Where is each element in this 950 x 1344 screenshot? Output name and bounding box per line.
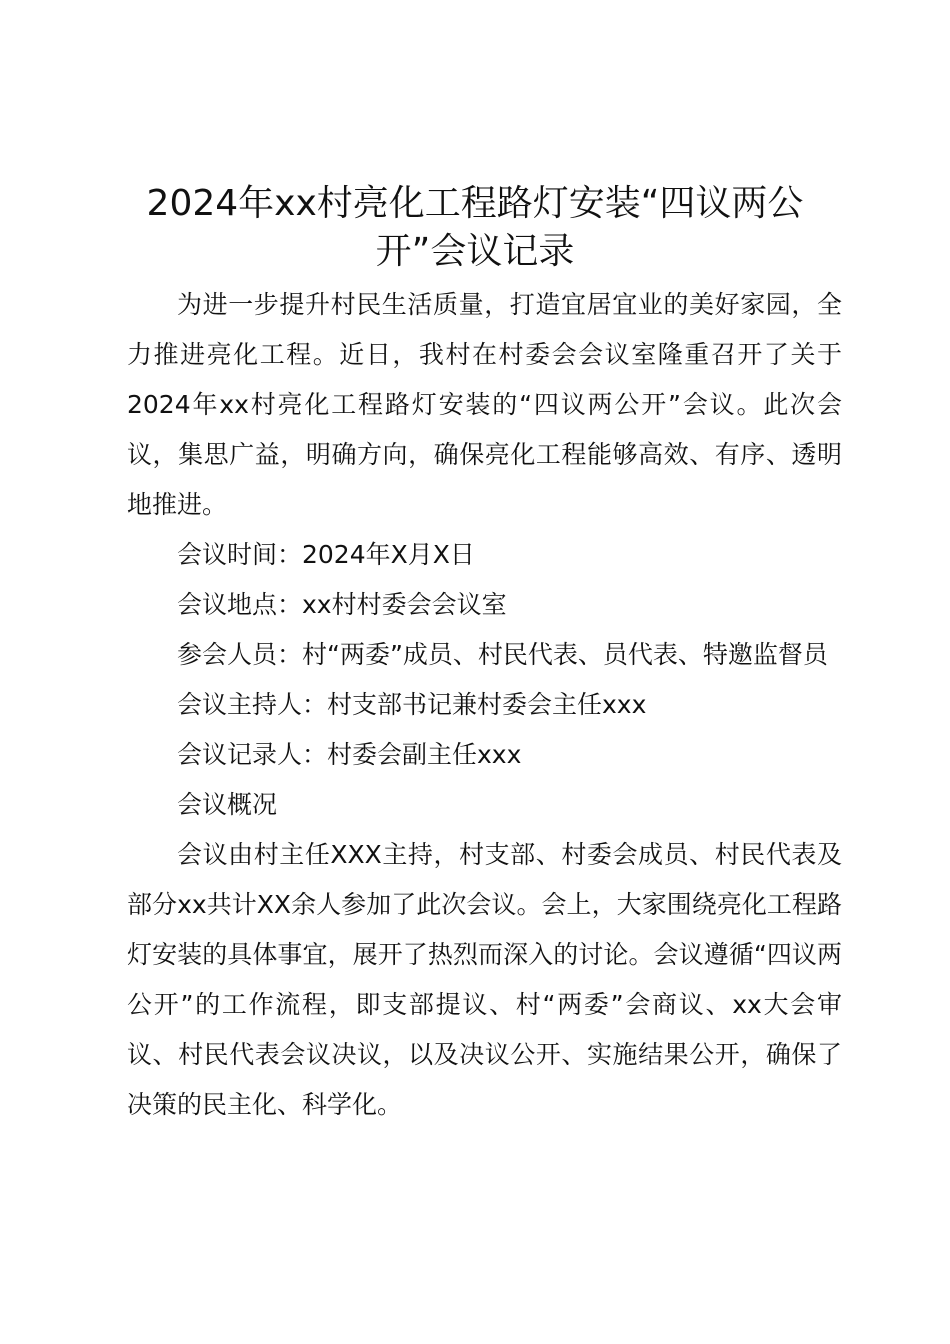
meeting-time: 会议时间：2024年X月X日 — [177, 540, 475, 569]
document-title: 2024年xx村亮化工程路灯安装“四议两公开”会议记录 — [146, 183, 804, 272]
meeting-attendees: 参会人员：村“两委”成员、村民代表、员代表、特邀监督员 — [177, 640, 828, 669]
overview-paragraph: 会议由村主任XXX主持，村支部、村委会成员、村民代表及部分xx共计XX余人参加了此次会议。会上，大家围绕亮化工程路灯安装的具体事宜，展开了热烈而深入的讨论。会议遵循“四议两公开”的工作流程，即支部提议、村“两委”会商议、xx大会审议、村民代表会议决议，以及决议公开、实施结果公开，确保了决策的民主化、科学化。 — [127, 840, 842, 1119]
meeting-location: 会议地点：xx村村委会会议室 — [177, 590, 507, 619]
section-heading-overview: 会议概况 — [177, 790, 278, 819]
intro-paragraph: 为进一步提升村民生活质量，打造宜居宜业的美好家园，全力推进亮化工程。近日，我村在村委会会议室隆重召开了关于2024年xx村亮化工程路灯安装的“四议两公开”会议。此次会议，集思广益，明确方向，确保亮化工程能够高效、有序、透明地推进。 — [127, 290, 842, 519]
meeting-recorder: 会议记录人：村委会副主任xxx — [177, 740, 522, 769]
document-body — [127, 280, 842, 1130]
meeting-host: 会议主持人：村支部书记兼村委会主任xxx — [177, 690, 647, 719]
